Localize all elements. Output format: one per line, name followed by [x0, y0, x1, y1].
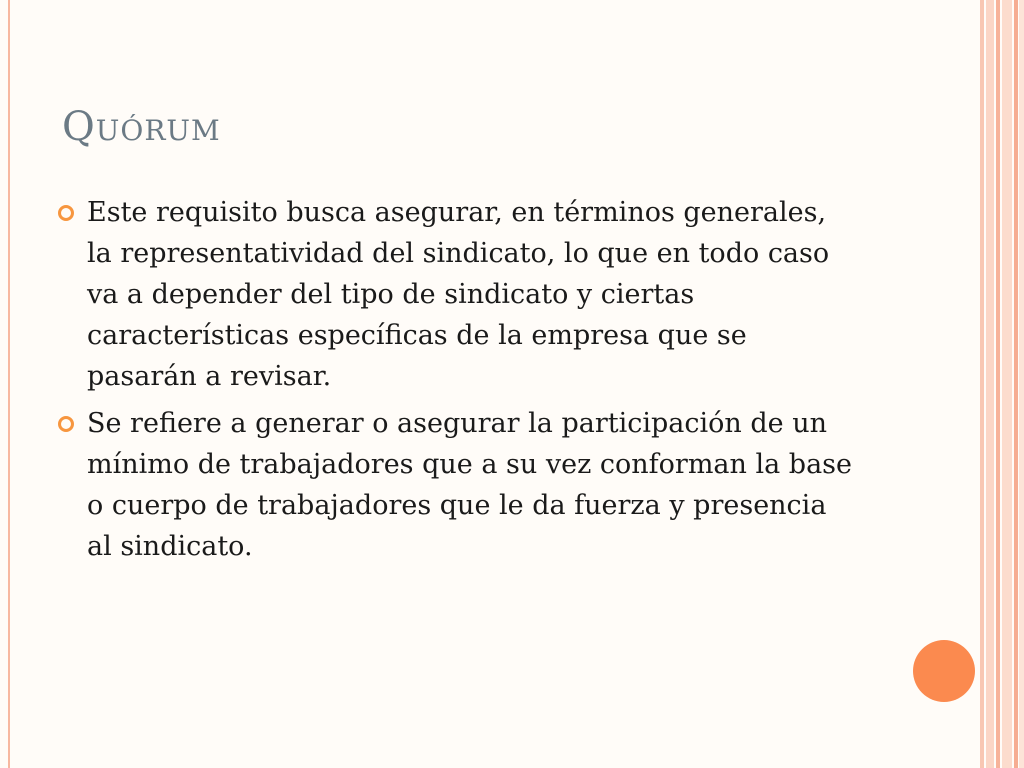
- decorative-circle: [913, 640, 975, 702]
- bullet-text: Este requisito busca asegurar, en términos generales, la representatividad del sindicato, lo que en todo caso va a depender del tipo de sindicato y ciertas características específicas de la empresa que se pasarán a revisar.: [87, 197, 830, 392]
- right-stripe-decoration: [1014, 0, 1018, 768]
- bullet-list: [56, 192, 856, 573]
- bullet-item: [56, 403, 856, 567]
- bullet-item: [56, 192, 856, 397]
- slide-title: Quórum: [62, 104, 221, 150]
- ring-bullet-icon: [58, 205, 74, 221]
- right-stripe-decoration: [1002, 0, 1012, 768]
- ring-bullet-icon: [58, 416, 74, 432]
- left-border-rule: [8, 0, 10, 768]
- right-stripe-decoration: [996, 0, 1000, 768]
- right-stripe-decoration: [980, 0, 984, 768]
- bullet-text: Se refiere a generar o asegurar la participación de un mínimo de trabajadores que a su vez conforman la base o cuerpo de trabajadores que le da fuerza y presencia al sindicato.: [87, 408, 853, 562]
- right-stripe-decoration: [986, 0, 994, 768]
- right-stripe-decoration: [1019, 0, 1024, 768]
